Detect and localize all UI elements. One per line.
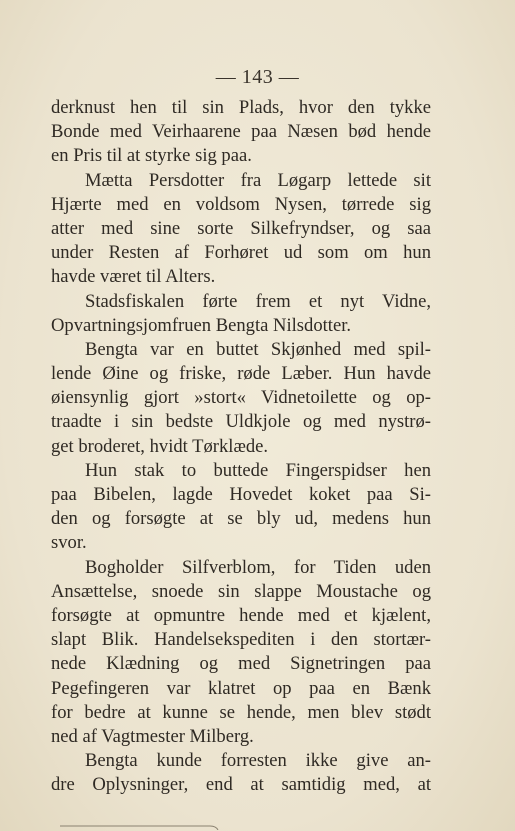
body-text: [51, 96, 431, 797]
text-line: ned af Vagtmester Milberg.: [51, 725, 254, 747]
text-line: lende Øine og friske, røde Læber. Hun havde: [51, 363, 431, 385]
text-line: nede Klædning og med Signetringen paa: [51, 653, 431, 675]
text-line: forsøgte at opmuntre hende med et kjælent,: [51, 604, 431, 626]
text-line: den og forsøgte at se bly ud, medens hun: [51, 508, 431, 530]
text-line: Bogholder Silfverblom, for Tiden uden: [85, 556, 431, 578]
text-line: traadte i sin bedste Uldkjole og med nystrø-: [51, 411, 431, 433]
text-line: svor.: [51, 532, 87, 554]
text-line: Bengta kunde forresten ikke give an-: [85, 750, 431, 772]
text-line: slapt Blik. Handelsekspediten i den stortær-: [51, 629, 431, 651]
paragraph: [51, 749, 431, 797]
text-line: Hun stak to buttede Fingerspidser hen: [85, 459, 431, 481]
paragraph: [51, 338, 431, 459]
text-line: derknust hen til sin Plads, hvor den tykke: [51, 97, 431, 118]
text-line: Mætta Persdotter fra Løgarp lettede sit: [85, 169, 431, 191]
text-line: Bengta var en buttet Skjønhed med spil-: [85, 338, 431, 360]
text-line: Hjærte med en voldsom Nysen, tørrede sig: [51, 193, 431, 215]
text-line: Stadsfiskalen førte frem et nyt Vidne,: [85, 290, 431, 312]
text-line: atter med sine sorte Silkefryndser, og saa: [51, 217, 431, 239]
paragraph: [51, 290, 431, 338]
text-line: get broderet, hvidt Tørklæde.: [51, 435, 269, 457]
text-line: havde været til Alters.: [51, 266, 216, 288]
text-line: en Pris til at styrke sig paa.: [51, 145, 252, 167]
paragraph: [51, 459, 431, 556]
page-number: — 143 —: [215, 66, 300, 88]
text-line: for bedre at kunne se hende, men blev stødt: [51, 701, 431, 723]
page-edge-mark: [60, 812, 220, 830]
text-line: Bonde med Veirhaarene paa Næsen bød hende: [51, 121, 431, 143]
paragraph: [51, 169, 431, 290]
text-line: under Resten af Forhøret ud som om hun: [51, 242, 431, 264]
paragraph: [51, 96, 431, 169]
text-line: øiensynlig gjort »stort« Vidnetoilette og op-: [51, 387, 431, 409]
text-line: dre Oplysninger, end at samtidig med, at: [51, 774, 431, 796]
text-line: Opvartningsjomfruen Bengta Nilsdotter.: [51, 314, 352, 336]
text-line: Pegefingeren var klatret op paa en Bænk: [51, 677, 431, 699]
text-line: Ansættelse, snoede sin slappe Moustache og: [51, 580, 431, 602]
paragraph: [51, 556, 431, 750]
text-line: paa Bibelen, lagde Hovedet koket paa Si-: [51, 484, 431, 505]
